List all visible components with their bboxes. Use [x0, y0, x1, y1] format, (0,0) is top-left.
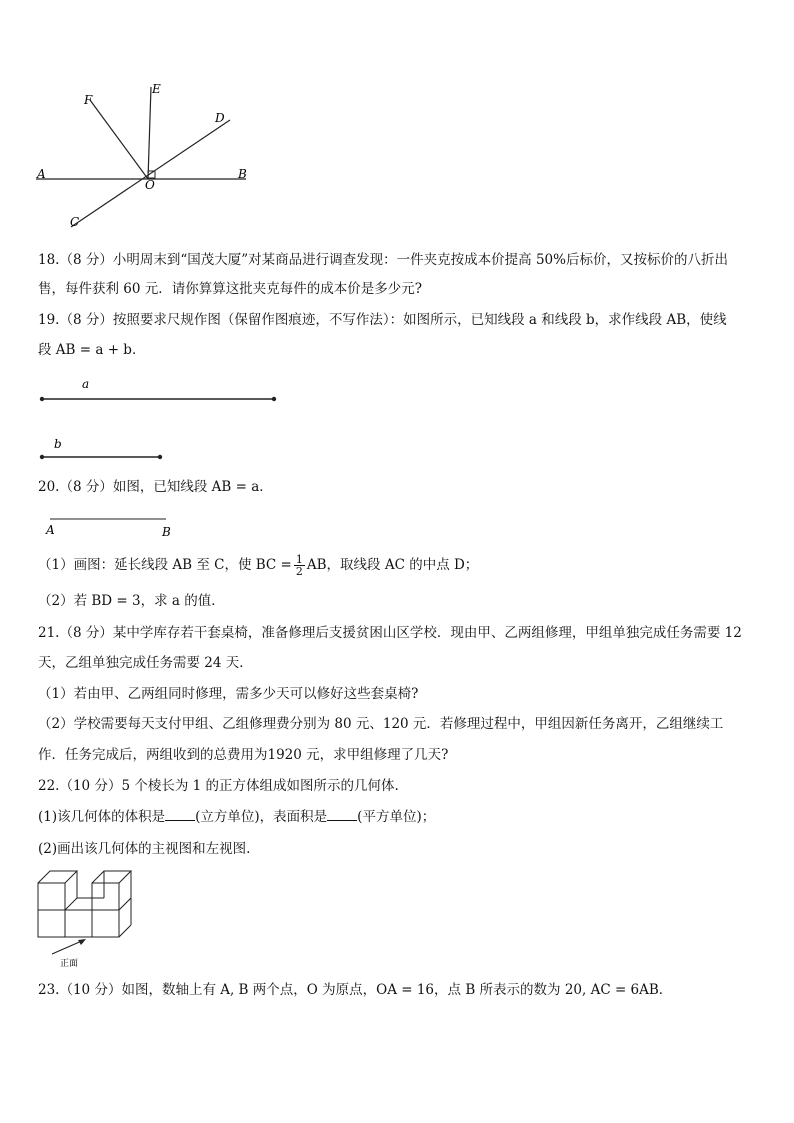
segment-b-label: b	[54, 437, 62, 451]
q20-part1	[38, 553, 758, 577]
q21-part1: （1）若由甲、乙两组同时修理，需多少天可以修好这些套桌椅?	[38, 686, 419, 702]
label-D: D	[215, 111, 225, 125]
volume-blank	[165, 808, 195, 821]
label-B: B	[238, 167, 247, 181]
segment-ab-figure	[42, 512, 182, 540]
label-C: C	[70, 215, 80, 229]
label-O: O	[145, 178, 155, 192]
q21-line1: 21.（8 分）某中学库存若干套桌椅，准备修理后支援贫困山区学校．现由甲、乙两组修理，甲组单独完成任务需要 12	[38, 625, 742, 641]
q21-part2-line2: 作．任务完成后，两组收到的总费用为1920 元，求甲组修理了几天?	[38, 747, 449, 763]
q22-part1-mid: (立方单位)，表面积是	[195, 809, 328, 825]
q22-part1-post: (平方单位)；	[357, 809, 436, 825]
surface-area-blank	[327, 808, 357, 821]
angle-figure	[36, 82, 252, 232]
q22-line1: 22.（10 分）5 个棱长为 1 的正方体组成如图所示的几何体.	[38, 778, 399, 794]
fraction-denominator: 2	[295, 565, 303, 578]
segment-a-label: a	[82, 377, 90, 391]
segment-ab-label-A: A	[46, 523, 55, 537]
q22-part1	[38, 807, 758, 827]
q18-line2: 售，每件获利 60 元．请你算算这批夹克每件的成本价是多少元?	[38, 281, 422, 297]
q21-line2: 天，乙组单独完成任务需要 24 天．	[38, 655, 253, 671]
segment-a-figure	[36, 372, 286, 406]
q20-part1-pre: （1）画图：延长线段 AB 至 C，使 BC =	[38, 557, 292, 573]
q20-line1: 20.（8 分）如图，已知线段 AB = a．	[38, 479, 273, 495]
q22-part2: (2)画出该几何体的主视图和左视图.	[38, 841, 251, 857]
q20-part1-post: AB，取线段 AC 的中点 D；	[306, 557, 479, 573]
q18-line1: 18.（8 分）小明周末到“国茂大厦”对某商品进行调查发现：一件夹克按成本价提高 50%后标价，又按标价的八折出	[38, 252, 728, 268]
q22-part1-pre: (1)该几何体的体积是	[38, 809, 166, 825]
q23-line1: 23.（10 分）如图，数轴上有 A, B 两个点，O 为原点，OA = 16，点 B 所表示的数为 20, AC = 6AB．	[38, 982, 673, 998]
q19-line2: 段 AB = a + b．	[38, 342, 146, 358]
label-E: E	[152, 82, 161, 96]
q20-part2: （2）若 BD = 3，求 a 的值．	[38, 593, 225, 609]
fraction-one-half	[294, 554, 305, 577]
segment-b-figure	[36, 432, 176, 466]
q21-part2-line1: （2）学校需要每天支付甲组、乙组修理费分别为 80 元、120 元．若修理过程中，甲组因新任务离开，乙组继续工	[38, 716, 724, 732]
fraction-numerator: 1	[295, 553, 303, 566]
q19-line1: 19.（8 分）按照要求尺规作图（保留作图痕迹，不写作法）：如图所示，已知线段 a 和线段 b，求作线段 AB，使线	[38, 312, 727, 328]
cubes-figure	[36, 868, 146, 968]
segment-ab-label-B: B	[162, 525, 171, 539]
label-A: A	[37, 167, 46, 181]
label-F: F	[84, 93, 93, 107]
front-label: 正面	[60, 959, 79, 968]
